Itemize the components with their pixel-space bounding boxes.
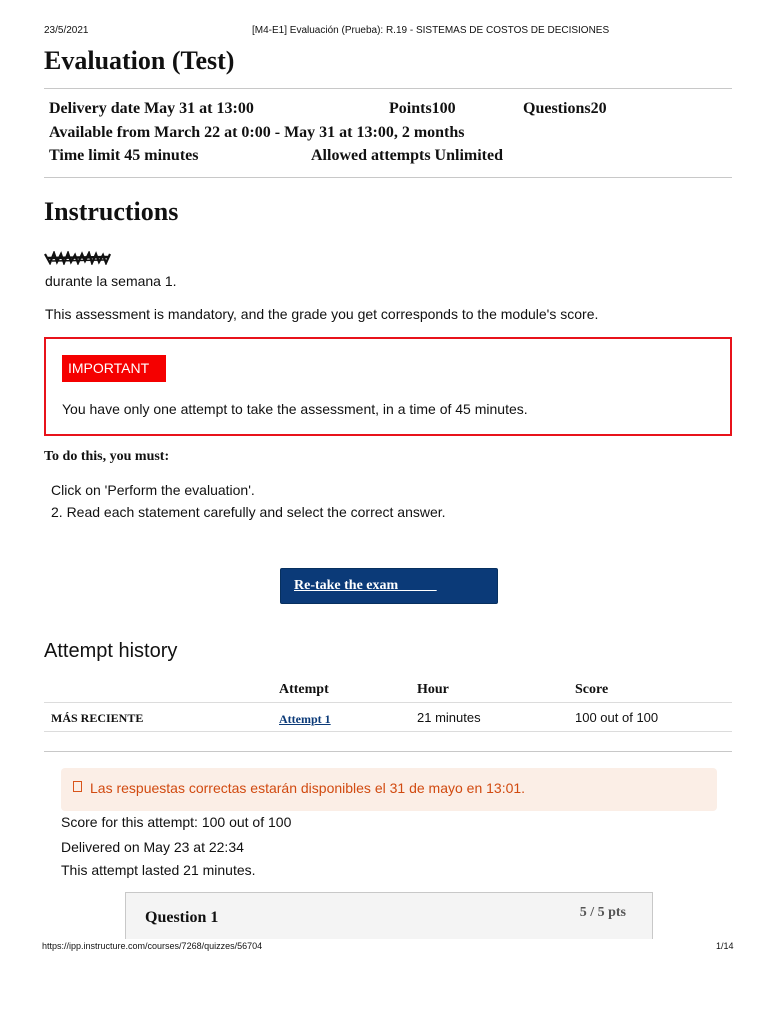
divider [44, 751, 732, 752]
mandatory-text: This assessment is mandatory, and the grade you get corresponds to the module's score. [45, 306, 599, 322]
allowed-attempts: Allowed attempts Unlimited [311, 147, 503, 164]
divider [44, 177, 732, 178]
col-attempt: Attempt [279, 682, 329, 697]
question-title: Question 1 [145, 909, 219, 926]
col-score: Score [575, 682, 609, 697]
most-recent-label: MÁS RECIENTE [51, 711, 144, 725]
col-hour: Hour [417, 682, 449, 697]
answers-notice [61, 768, 717, 811]
step-2: 2. Read each statement carefully and select the correct answer. [51, 504, 446, 520]
attempt-hour: 21 minutes [417, 710, 481, 725]
retake-exam-label: Re-take the exam [294, 578, 437, 593]
step-1: Click on 'Perform the evaluation'. [51, 482, 255, 498]
must-heading: To do this, you must: [44, 449, 170, 464]
time-limit: Time limit 45 minutes [49, 147, 199, 164]
attempt-score: 100 out of 100 [575, 710, 659, 725]
delivery-date: Delivery date May 31 at 13:00 [49, 100, 254, 117]
important-badge: IMPORTANT [62, 355, 166, 382]
week-line: durante la semana 1. [45, 273, 177, 289]
retake-exam-button[interactable] [280, 568, 498, 604]
redacted-text-scribble [44, 251, 112, 265]
table-divider [44, 731, 732, 732]
answers-notice-text: Las respuestas correctas estarán disponibles el 31 de mayo en 13:01. [90, 780, 526, 796]
questions-count: Questions20 [523, 100, 607, 117]
instructions-heading: Instructions [44, 197, 179, 226]
question-1-card [125, 892, 653, 939]
availability: Available from March 22 at 0:00 - May 31 at 13:00, 2 months [49, 124, 465, 141]
divider [44, 88, 732, 89]
question-points: 5 / 5 pts [579, 905, 626, 920]
important-box [44, 337, 732, 436]
attempt-history-heading: Attempt history [44, 640, 178, 662]
points: Points100 [389, 100, 456, 117]
print-header-title: [M4-E1] Evaluación (Prueba): R.19 - SISTEMAS DE COSTOS DE DECISIONES [252, 25, 610, 36]
print-header-date: 23/5/2021 [44, 25, 89, 36]
info-icon [73, 781, 82, 792]
important-text: You have only one attempt to take the assessment, in a time of 45 minutes. [62, 401, 528, 417]
table-divider [44, 702, 732, 703]
print-footer-page: 1/14 [716, 941, 734, 951]
duration-text: This attempt lasted 21 minutes. [61, 862, 256, 878]
print-footer-url: https://ipp.instructure.com/courses/7268/quizzes/56704 [42, 941, 263, 951]
page-title: Evaluation (Test) [44, 46, 235, 75]
attempt-score-text: Score for this attempt: 100 out of 100 [61, 814, 292, 830]
attempt-1-link[interactable]: Attempt 1 [279, 712, 331, 726]
delivered-text: Delivered on May 23 at 22:34 [61, 839, 244, 855]
